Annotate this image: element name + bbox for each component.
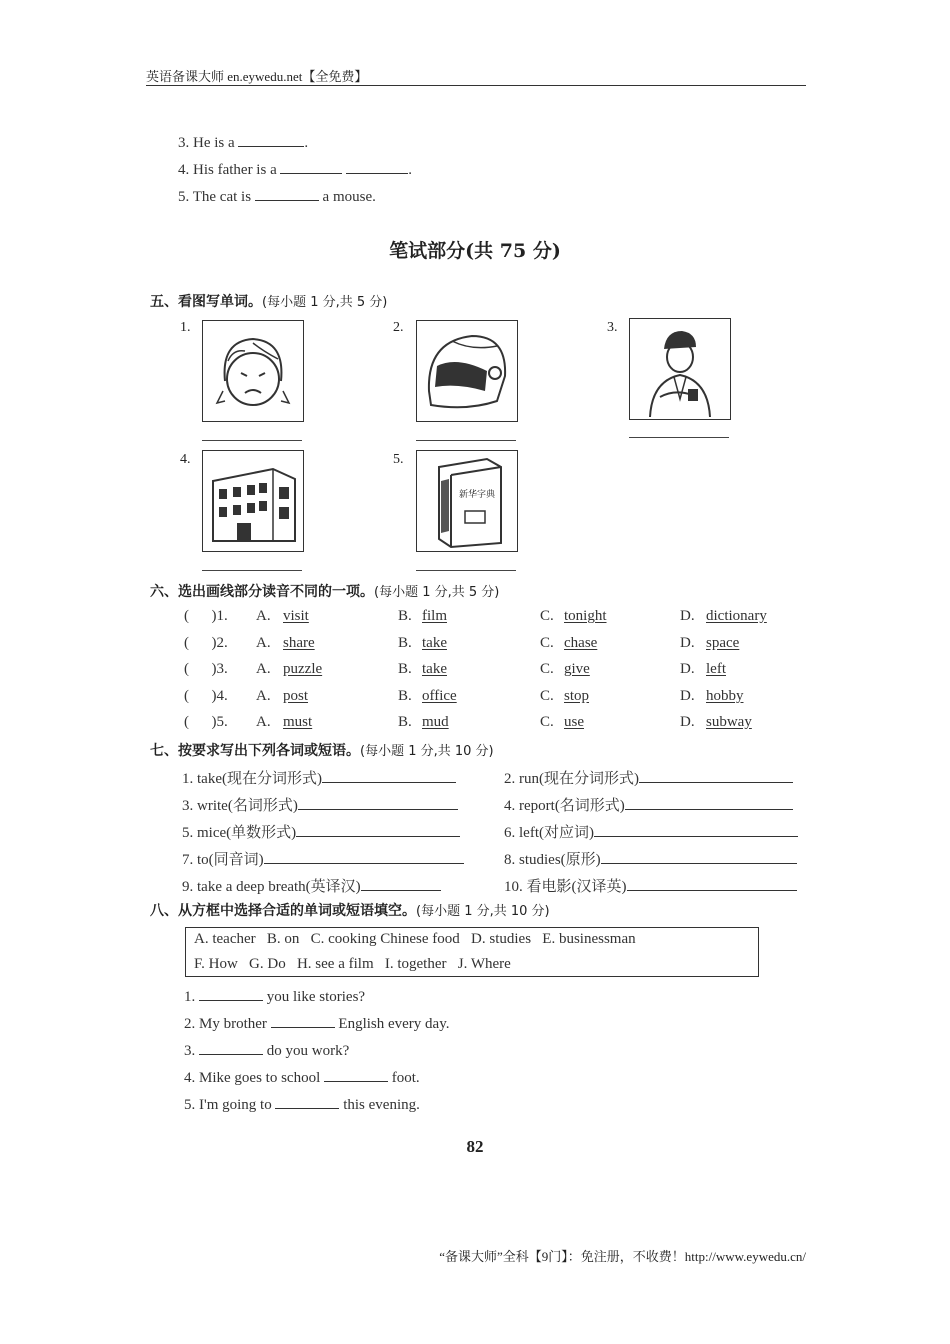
s7-item-1: 1. take(现在分词形式) [182,767,456,788]
s7-item-7: 7. to(同音词) [182,848,464,869]
s7-item-5: 5. mice(单数形式) [182,821,460,842]
man-picture [629,318,731,420]
page-number: 82 [466,1137,484,1156]
s5-answer-line-3[interactable] [629,437,729,438]
dictionary-icon [417,451,517,551]
s7-item-10: 10. 看电影(汉译英) [504,875,797,896]
s7-heading: 七、按要求写出下列各词或短语。(每小题 1 分,共 10 分) [150,743,494,759]
s8-item-1: 1. you like stories? [184,989,366,1005]
building-picture [202,450,304,552]
s5-answer-line-2[interactable] [416,440,516,441]
s8-item-4: 4. Mike goes to school foot. [184,1070,420,1086]
s5-label-2: 2. [393,320,404,335]
s7-item-8: 8. studies(原形) [504,848,797,869]
dictionary-picture [416,450,518,552]
building-icon [203,451,303,551]
top-item-5: 5. The cat is a mouse. [178,189,376,205]
s7-item-2: 2. run(现在分词形式) [504,767,793,788]
s8-item-5: 5. I'm going to this evening. [184,1097,420,1113]
options-row-2: F. How G. Do H. see a film I. together J. Where [194,956,511,972]
businessman-icon [630,319,730,419]
options-row-1: A. teacher B. on C. cooking Chinese food D. studies E. businessman [194,931,636,947]
s8-item-3: 3. do you work? [184,1043,350,1059]
section-title: 笔试部分(共 75 分) [389,240,561,262]
s8-item-2: 2. My brother English every day. [184,1016,450,1032]
s6-heading: 六、选出画线部分读音不同的一项。(每小题 1 分,共 5 分) [150,584,500,600]
site-header: 英语备课大师 en.eywedu.net【全免费】 [146,69,368,84]
helmet-picture [416,320,518,422]
book-title-text: 新华字典 [459,490,496,500]
s5-label-5: 5. [393,452,404,467]
top-item-4: 4. His father is a . [178,162,412,178]
s8-heading: 八、从方框中选择合适的单词或短语填空。(每小题 1 分,共 10 分) [150,903,550,919]
s5-label-3: 3. [607,320,618,335]
s5-heading: 五、看图写单词。(每小题 1 分,共 5 分) [150,294,388,310]
word-options-box [185,927,759,977]
s5-label-4: 4. [180,452,191,467]
header-divider [146,85,806,86]
s7-item-6: 6. left(对应词) [504,821,798,842]
top-item-3: 3. He is a . [178,135,309,151]
s5-answer-line-5[interactable] [416,570,516,571]
s7-item-9: 9. take a deep breath(英译汉) [182,875,441,896]
helmet-icon [417,321,517,421]
girl-face-icon [203,321,303,421]
site-footer[interactable]: “备课大师”全科【9门】：免注册，不收费！http://www.eywedu.cn/ [439,1249,806,1264]
s7-item-4: 4. report(名词形式) [504,794,793,815]
girl-face-picture [202,320,304,422]
s5-label-1: 1. [180,320,191,335]
s7-item-3: 3. write(名词形式) [182,794,458,815]
s5-answer-line-4[interactable] [202,570,302,571]
s5-answer-line-1[interactable] [202,440,302,441]
